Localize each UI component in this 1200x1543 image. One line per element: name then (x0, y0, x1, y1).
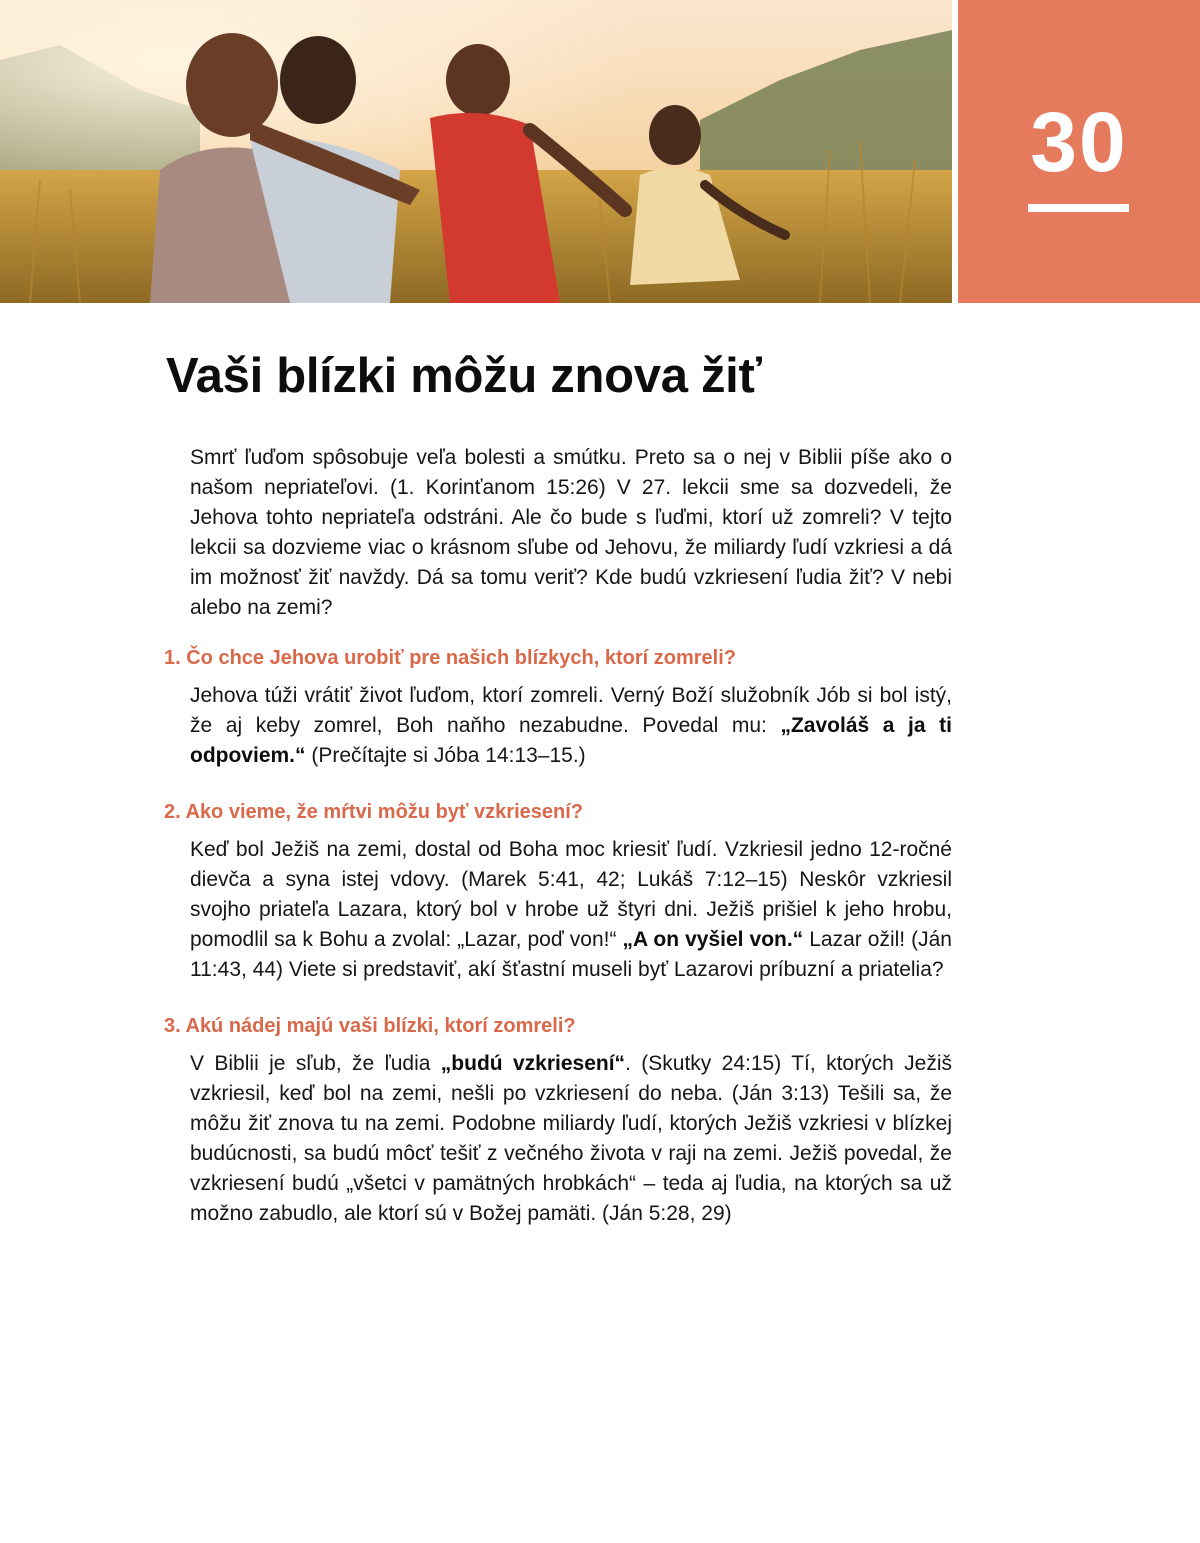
answer-3-paragraph: V Biblii je sľub, že ľudia „budú vzkriesení“. (Skutky 24:15) Tí, ktorých Ježiš vzkriesil, keď bol na zemi, nešli po vzkriesení do neba. (Ján 3:13) Tešili sa, že môžu žiť znova tu na zemi. Podobne miliardy ľudí, ktorých Ježiš vzkriesi v blízkej budúcnosti, sa budú môcť tešiť z večného života v raji na zemi. Ježiš povedal, že vzkriesení budú „všetci v pamätných hrobkách“ – teda aj ľudia, na ktorých sa už možno zabudlo, ale ktorí sú v Božej pamäti. (Ján 5:28, 29) (190, 1052, 952, 1225)
hero-image (0, 0, 952, 303)
emphasis-text: „A on vyšiel von.“ (622, 928, 804, 951)
question-3-heading: 3. Akú nádej majú vaši blízki, ktorí zomreli? (164, 1015, 576, 1037)
lesson-content (164, 443, 952, 1229)
question-1-heading: 1. Čo chce Jehova urobiť pre našich blízkych, ktorí zomreli? (164, 647, 736, 669)
question-2-heading: 2. Ako vieme, že mŕtvi môžu byť vzkriesení? (164, 801, 583, 823)
answer-2-paragraph: Keď bol Ježiš na zemi, dostal od Boha moc kriesiť ľudí. Vzkriesil jedno 12-ročné dievča a syna istej vdovy. (Marek 5:41, 42; Lukáš 7:12–15) Neskôr vzkriesil svojho priateľa Lazara, ktorý bol v hrobe už štyri dni. Ježiš prišiel k jeho hrobu, pomodlil sa k Bohu a zvolal: „Lazar, poď von!“ „A on vyšiel von.“ Lazar ožil! (Ján 11:43, 44) Viete si predstaviť, akí šťastní museli byť Lazarovi príbuzní a priatelia? (190, 838, 952, 981)
lesson-number-badge (958, 0, 1200, 303)
intro-paragraph: Smrť ľuďom spôsobuje veľa bolesti a smútku. Preto sa o nej v Biblii píše ako o našom nepriateľovi. (1. Korinťanom 15:26) V 27. lekcii sme sa dozvedeli, že Jehova tohto nepriateľa odstráni. Ale čo bude s ľuďmi, ktorí už zomreli? V tejto lekcii sa dozvieme viac o krásnom sľube od Jehovu, že miliardy ľudí vzkriesi a dá im možnosť žiť navždy. Dá sa tomu veriť? Kde budú vzkriesení ľudia žiť? V nebi alebo na zemi? (190, 446, 952, 619)
emphasis-text: „budú vzkriesení“ (440, 1052, 626, 1075)
badge-underline (1028, 204, 1129, 212)
page-title: Vaši blízki môžu znova žiť (166, 349, 762, 403)
emphasis-text: „Zavoláš a ja ti odpoviem.“ (190, 714, 952, 767)
answer-1-paragraph: Jehova túži vrátiť život ľuďom, ktorí zomreli. Verný Boží služobník Jób si bol istý, že aj keby zomrel, Boh naňho nezabudne. Povedal mu: „Zavoláš a ja ti odpoviem.“ (Prečítajte si Jóba 14:13–15.) (190, 684, 952, 767)
lesson-number: 30 (1030, 95, 1128, 189)
